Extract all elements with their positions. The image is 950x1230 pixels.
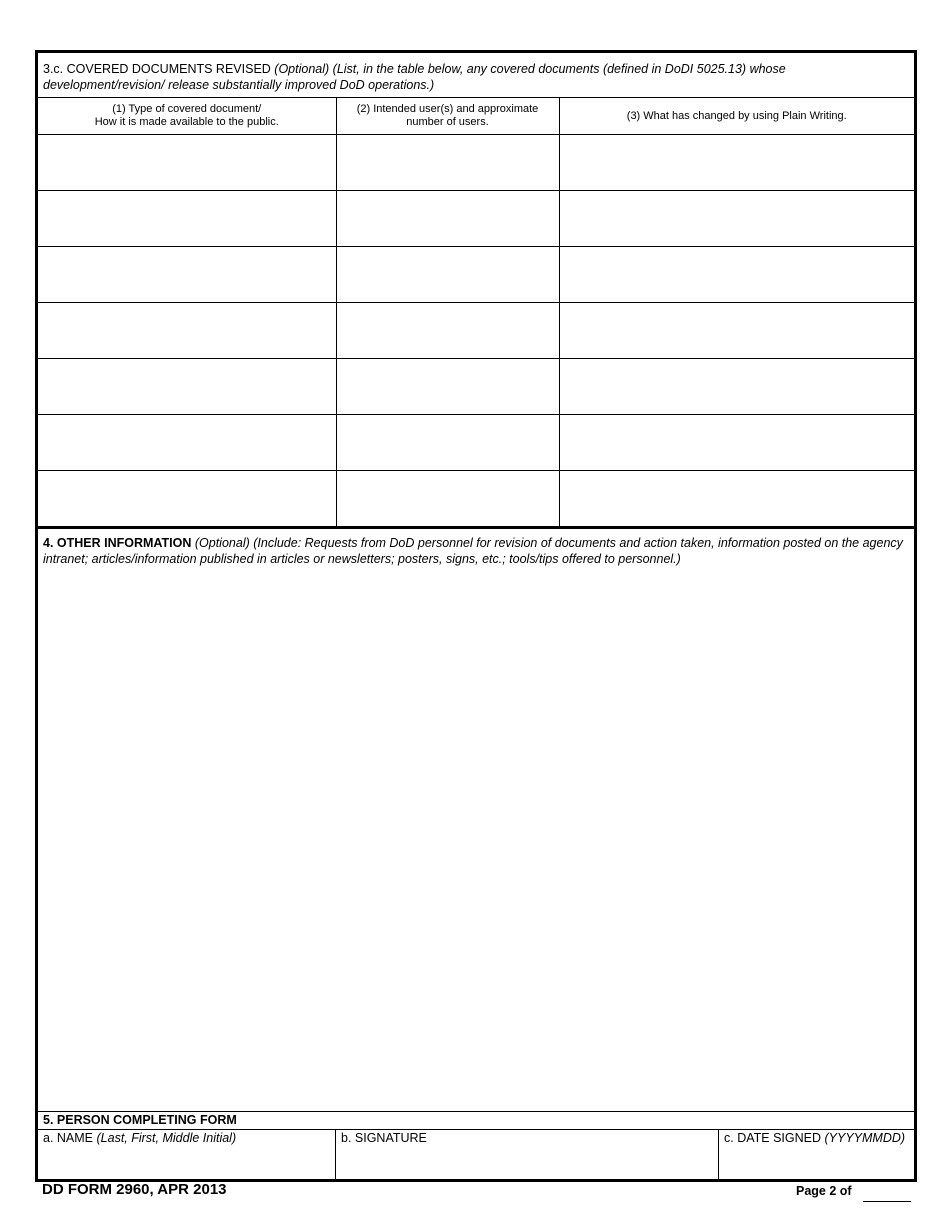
total-pages-field[interactable] [863, 1185, 911, 1202]
table-row [38, 359, 914, 415]
intended-users-cell[interactable] [337, 359, 559, 414]
section-4-instructions: (Optional) (Include: Requests from DoD personnel for revision of documents and action taken, information posted on the agency intranet; articles/information published in articles or newsletters; posters, signs, etc.; tools/tips offered to personnel.) [43, 536, 903, 566]
section-5-title: 5. PERSON COMPLETING FORM [38, 1111, 914, 1130]
document-type-cell[interactable] [38, 247, 336, 302]
section-3c-header [38, 53, 914, 98]
column-header-what-changed: (3) What has changed by using Plain Writing. [559, 98, 914, 135]
column-header-intended-users: (2) Intended user(s) and approximate number of users. [336, 98, 559, 135]
table-row [38, 303, 914, 359]
document-type-cell[interactable] [38, 191, 336, 246]
intended-users-cell[interactable] [337, 415, 559, 470]
intended-users-cell[interactable] [337, 471, 559, 526]
document-type-cell[interactable] [38, 415, 336, 470]
table-header-row [38, 98, 914, 135]
page-number-label: Page 2 of [796, 1184, 852, 1198]
document-type-cell[interactable] [38, 303, 336, 358]
document-type-cell[interactable] [38, 135, 336, 190]
section-3c-instructions: (Optional) (List, in the table below, any covered documents (defined in DoDI 5025.13) whose development/revision/ release substantially improved DoD operations.) [43, 62, 786, 92]
date-label: c. DATE SIGNED [724, 1131, 825, 1145]
what-changed-cell[interactable] [560, 191, 915, 246]
intended-users-cell[interactable] [337, 191, 559, 246]
date-hint: (YYYYMMDD) [824, 1131, 906, 1145]
column-header-document-type: (1) Type of covered document/ How it is made available to the public. [38, 98, 336, 135]
what-changed-cell[interactable] [560, 303, 915, 358]
intended-users-cell[interactable] [337, 303, 559, 358]
table-row [38, 415, 914, 471]
name-hint: (Last, First, Middle Initial) [96, 1131, 237, 1145]
other-information-field[interactable] [38, 531, 914, 1111]
what-changed-cell[interactable] [560, 359, 915, 414]
intended-users-cell[interactable] [337, 247, 559, 302]
table-row [38, 471, 914, 528]
section-4-title: 4. OTHER INFORMATION [43, 536, 192, 550]
table-row [38, 247, 914, 303]
person-completing-row [38, 1130, 914, 1179]
document-type-cell[interactable] [38, 359, 336, 414]
what-changed-cell[interactable] [560, 415, 915, 470]
what-changed-cell[interactable] [560, 135, 915, 190]
section-3c-title: 3.c. COVERED DOCUMENTS REVISED [43, 62, 275, 76]
what-changed-cell[interactable] [560, 471, 915, 526]
name-label: a. NAME [43, 1131, 97, 1145]
table-row [38, 135, 914, 191]
document-type-cell[interactable] [38, 471, 336, 526]
form-page [35, 50, 917, 1182]
covered-documents-table [38, 98, 914, 529]
signature-field[interactable] [336, 1130, 719, 1179]
form-identifier: DD FORM 2960, APR 2013 [42, 1181, 227, 1198]
name-field[interactable] [38, 1130, 336, 1179]
table-row [38, 191, 914, 247]
intended-users-cell[interactable] [337, 135, 559, 190]
what-changed-cell[interactable] [560, 247, 915, 302]
signature-label: b. SIGNATURE [341, 1131, 427, 1145]
date-signed-field[interactable] [719, 1130, 914, 1179]
